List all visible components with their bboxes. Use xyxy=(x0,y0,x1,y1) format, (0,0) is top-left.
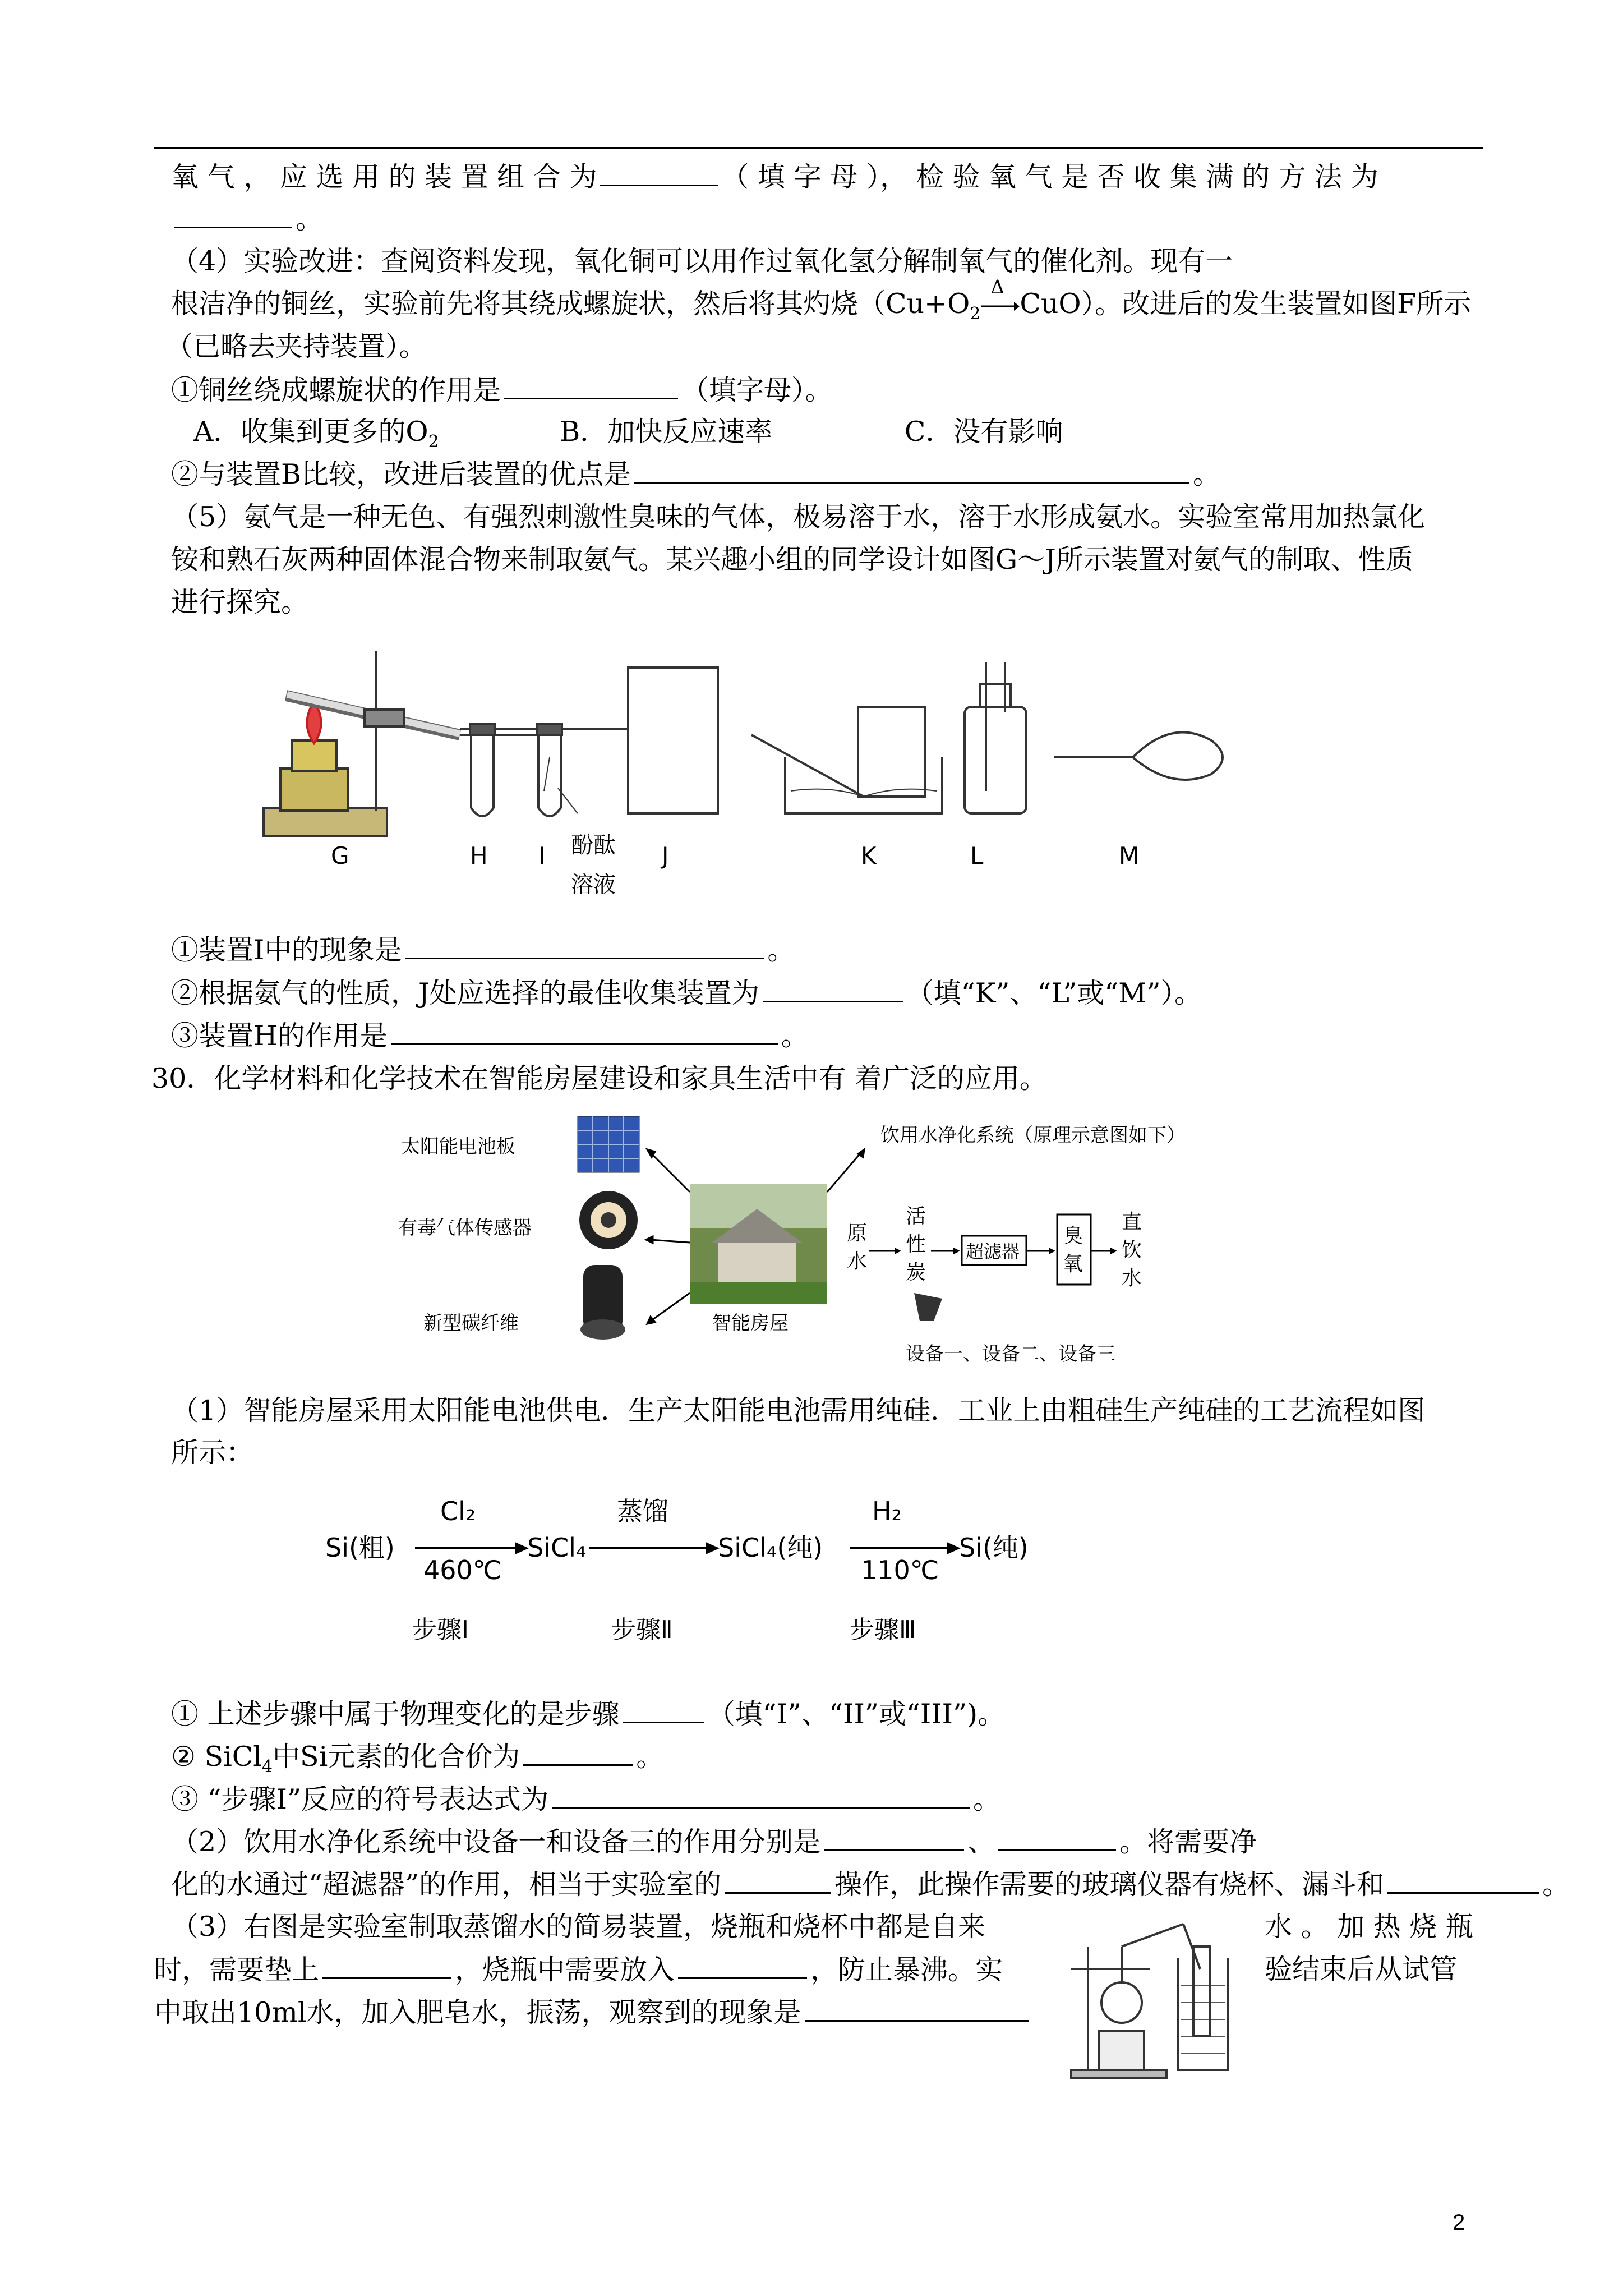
flow-step-2: 步骤Ⅱ xyxy=(611,1616,673,1644)
text: （填“K”、“L”或“M”）。 xyxy=(906,977,1202,1009)
text: 时，需要垫上 xyxy=(154,1954,320,1986)
label-ozone-1: 臭 xyxy=(1063,1225,1083,1248)
text: 中Si元素的化合价为 xyxy=(273,1741,520,1773)
text: ② SiCl xyxy=(171,1741,262,1773)
carbon-fiber-image xyxy=(580,1265,625,1340)
q29-p4-line3: （已略去夹持装置）。 xyxy=(165,330,427,362)
q30-p2-line2 xyxy=(171,1867,1570,1902)
label-h: H xyxy=(470,842,488,869)
label-ultrafilter: 超滤器 xyxy=(966,1241,1020,1262)
q30-p2-line1 xyxy=(171,1825,1257,1859)
option-a: A．收集到更多的O xyxy=(193,416,428,448)
smart-house-figure xyxy=(387,1114,1262,1377)
apparatus-m xyxy=(1054,732,1223,780)
q30-p1-line2: 所示： xyxy=(171,1437,254,1469)
q29-p5-line2: 铵和熟石灰两种固体混合物来制取氨气。某兴趣小组的同学设计如图G～J所示装置对氨气的制取、性质 xyxy=(171,544,1413,576)
flow-si-crude: Si(粗) xyxy=(325,1533,395,1563)
text: （填“I”、“II”或“III”)。 xyxy=(707,1698,1006,1730)
answer-blank[interactable] xyxy=(405,933,764,959)
apparatus-k xyxy=(751,707,942,813)
label-i: I xyxy=(538,842,546,869)
answer-blank[interactable] xyxy=(634,457,1189,484)
text: 。 xyxy=(1193,458,1221,490)
house-photo xyxy=(690,1184,827,1304)
text: ②根据氨气的性质，J处应选择的最佳收集装置为 xyxy=(171,977,759,1009)
label-raw: 原 xyxy=(847,1222,868,1245)
flow-cl2: Cl₂ xyxy=(440,1496,476,1526)
flow-distill: 蒸馏 xyxy=(617,1496,668,1526)
q29-p4-q1 xyxy=(171,373,833,407)
option-c: C．没有影响 xyxy=(904,416,1063,448)
label-carbon-2: 性 xyxy=(906,1233,926,1256)
q29-options xyxy=(193,415,1063,459)
label-g: G xyxy=(331,842,349,869)
label-phenolphthalein: 酚酞 xyxy=(571,832,616,858)
text: ①铜丝绕成螺旋状的作用是 xyxy=(171,374,501,406)
apparatus-i xyxy=(537,668,718,816)
q29-p4-line2 xyxy=(171,276,1472,331)
q30-q3 xyxy=(171,1782,1000,1816)
text: 。将需要净 xyxy=(1119,1826,1257,1858)
answer-blank[interactable] xyxy=(824,1825,964,1851)
label-carbon-fiber: 新型碳纤维 xyxy=(423,1312,519,1335)
text: 。 xyxy=(636,1741,664,1773)
answer-blank[interactable] xyxy=(523,1740,633,1766)
answer-blank[interactable] xyxy=(552,1782,970,1809)
text: CuO）。改进后的发生装置如图F所示 xyxy=(1020,288,1472,320)
option-b: B．加快反应速率 xyxy=(560,416,773,448)
answer-blank[interactable] xyxy=(805,1995,1029,2022)
q30-p3-line3 xyxy=(154,1995,1032,2030)
text: ③ “步骤Ⅰ”反应的符号表达式为 xyxy=(171,1783,549,1815)
heat-symbol: Δ xyxy=(990,276,1004,298)
answer-blank[interactable] xyxy=(600,160,718,186)
silicon-process-flow xyxy=(320,1487,1105,1655)
label-direct-3: 水 xyxy=(1122,1267,1142,1290)
flow-temp-460: 460℃ xyxy=(423,1555,502,1585)
water-flow-diagram xyxy=(847,1205,1142,1365)
q30-p3-line1b: 水 。 加 热 烧 瓶 xyxy=(1265,1911,1473,1943)
answer-blank[interactable] xyxy=(504,373,678,399)
text: 化的水通过“超滤器”的作用，相当于实验室的 xyxy=(171,1869,722,1901)
label-smart-house: 智能房屋 xyxy=(712,1312,789,1335)
text: 操作，此操作需要的玻璃仪器有烧杯、漏斗和 xyxy=(834,1869,1385,1901)
text: （ 填 字 母 ）， 检 验 氧 气 是 否 收 集 满 的 方 法 为 xyxy=(721,161,1378,193)
q29-p4-line1: （4）实验改进：查阅资料发现，氧化铜可以用作过氧化氢分解制氧气的催化剂。现有一 xyxy=(171,245,1233,277)
q30-stem: 30．化学材料和化学技术在智能房屋建设和家具生活中有 着广泛的应用。 xyxy=(151,1062,1047,1094)
q30-q2 xyxy=(171,1740,663,1784)
label-l: L xyxy=(970,842,984,869)
q30-p3-line2 xyxy=(154,1953,1003,1987)
answer-blank[interactable] xyxy=(998,1825,1116,1851)
answer-blank[interactable] xyxy=(725,1867,831,1894)
text: 中取出10ml水，加入肥皂水，振荡，观察到的现象是 xyxy=(154,1996,801,2028)
gas-sensor-image xyxy=(579,1191,638,1249)
q29-line2 xyxy=(171,202,323,236)
text: ① 上述步骤中属于物理变化的是步骤 xyxy=(171,1698,620,1730)
text: （2）饮用水净化系统中设备一和设备三的作用分别是 xyxy=(171,1826,821,1858)
text: 。 xyxy=(1542,1869,1570,1901)
label-k: K xyxy=(861,842,877,869)
flow-si-pure: Si(纯) xyxy=(959,1533,1029,1563)
label-water-system: 饮用水净化系统（原理示意图如下） xyxy=(880,1124,1186,1147)
flow-h2: H₂ xyxy=(872,1496,902,1526)
text: ③装置H的作用是 xyxy=(171,1020,388,1052)
subscript: 4 xyxy=(261,1756,273,1777)
label-j: J xyxy=(662,842,669,869)
text: 。 xyxy=(296,203,324,235)
flow-step-1: 步骤Ⅰ xyxy=(412,1616,469,1644)
text: ，烧瓶中需要放入 xyxy=(455,1954,675,1986)
label-gas-sensor: 有毒气体传感器 xyxy=(398,1217,532,1239)
subscript: 2 xyxy=(428,431,439,452)
label-carbon-1: 活 xyxy=(906,1205,926,1228)
text: 、 xyxy=(967,1826,995,1858)
label-solar-panel: 太阳能电池板 xyxy=(401,1135,515,1158)
text: 。 xyxy=(767,934,795,966)
q29-p5-line1: （5）氨气是一种无色、有强烈刺激性臭味的气体，极易溶于水，溶于水形成氨水。实验室常用加热氯化 xyxy=(171,501,1426,533)
text: 根洁净的铜丝，实验前先将其绕成螺旋状，然后将其灼烧（Cu+O xyxy=(171,288,970,320)
heat-arrow xyxy=(980,276,1020,321)
q29-p5-q1 xyxy=(171,933,795,967)
answer-blank[interactable] xyxy=(322,1953,451,1979)
label-carbon-3: 炭 xyxy=(906,1261,926,1284)
label-water: 水 xyxy=(847,1250,868,1273)
label-direct-1: 直 xyxy=(1122,1211,1142,1234)
q29-p5-line3: 进行探究。 xyxy=(171,586,309,618)
q29-p4-q2 xyxy=(171,457,1220,491)
text: （填字母）。 xyxy=(681,374,833,406)
text: 。 xyxy=(973,1783,1001,1815)
label-m: M xyxy=(1119,842,1140,869)
q30-p3-line1a: （3）右图是实验室制取蒸馏水的简易装置，烧瓶和烧杯中都是自来 xyxy=(171,1911,986,1943)
q29-p5-q3 xyxy=(171,1019,809,1053)
answer-blank[interactable] xyxy=(678,1953,807,1979)
answer-blank[interactable] xyxy=(1387,1867,1539,1894)
answer-blank[interactable] xyxy=(763,976,903,1002)
answer-blank[interactable] xyxy=(391,1019,778,1045)
answer-blank[interactable] xyxy=(174,202,292,228)
flow-temp-110: 110℃ xyxy=(861,1555,939,1585)
text: 氧 气 ， 应 选 用 的 装 置 组 合 为 xyxy=(171,161,597,193)
q30-p1-line1: （1）智能房屋采用太阳能电池供电．生产太阳能电池需用纯硅．工业上由粗硅生产纯硅的工艺流程如图 xyxy=(171,1395,1426,1427)
q30-q1 xyxy=(171,1697,1005,1731)
flow-sicl4: SiCl₄ xyxy=(527,1533,587,1563)
label-solution: 溶液 xyxy=(571,872,616,898)
label-devices: 设备一、设备二、设备三 xyxy=(906,1343,1115,1365)
answer-blank[interactable] xyxy=(623,1697,704,1723)
apparatus-h xyxy=(460,724,538,816)
q30-p3-line2d: 验结束后从试管 xyxy=(1265,1953,1458,1985)
solar-panel-image xyxy=(578,1116,639,1172)
apparatus-g xyxy=(264,651,538,836)
text: ，防止暴沸。实 xyxy=(810,1954,1003,1986)
q29-line1 xyxy=(171,160,1378,194)
apparatus-l xyxy=(965,662,1026,813)
apparatus-figure-g-m xyxy=(247,645,1256,909)
text: 。 xyxy=(781,1020,809,1052)
text: ②与装置B比较，改进后装置的优点是 xyxy=(171,458,631,490)
flow-step-3: 步骤Ⅲ xyxy=(850,1616,916,1644)
label-ozone-2: 氧 xyxy=(1063,1253,1083,1276)
header-rule xyxy=(154,147,1483,149)
subscript: 2 xyxy=(970,303,981,324)
q29-p5-q2 xyxy=(171,976,1202,1010)
text: ①装置Ⅰ中的现象是 xyxy=(171,934,402,966)
distillation-apparatus xyxy=(1066,1902,1245,2087)
page-number: 2 xyxy=(1453,2210,1465,2235)
label-direct-2: 饮 xyxy=(1122,1239,1142,1262)
flow-sicl4-pure: SiCl₄(纯) xyxy=(718,1533,823,1563)
